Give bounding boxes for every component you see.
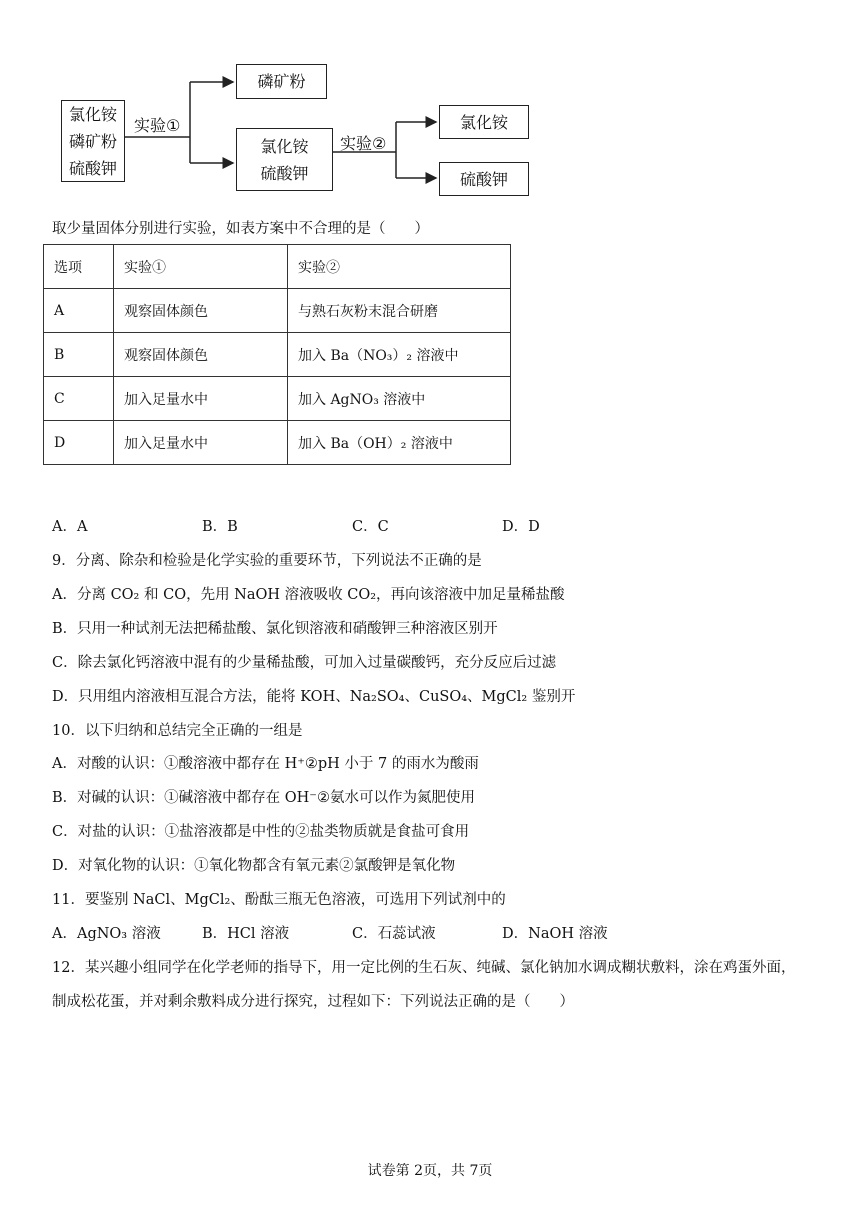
q9-option-a: A．分离 CO₂ 和 CO，先用 NaOH 溶液吸收 CO₂，再向该溶液中加足量稀盐酸: [52, 587, 565, 603]
table-row: [44, 289, 511, 333]
q12-line2: 制成松花蛋，并对剩余敷料成分进行探究，过程如下：下列说法正确的是（ ）: [52, 994, 574, 1010]
q9-option-c: C．除去氯化钙溶液中混有的少量稀盐酸，可加入过量碳酸钙，充分反应后过滤: [52, 655, 557, 671]
header-cell: 选项: [44, 245, 114, 289]
q8-choice-b: B．B: [202, 519, 238, 535]
table-cell: 观察固体颜色: [114, 333, 288, 377]
table-cell: 加入 Ba（NO₃）₂ 溶液中: [288, 333, 511, 377]
q8-choice-d: D．D: [502, 519, 540, 535]
start-item: 氯化铵: [68, 104, 117, 124]
table-cell: 加入足量水中: [114, 377, 288, 421]
exp2-label: 实验②: [340, 134, 387, 153]
result-a-box: 氯化铵: [439, 105, 529, 139]
q11-choice-c: C．石蕊试液: [352, 926, 436, 942]
table-row: [44, 421, 511, 465]
q11-choice-b: B．HCl 溶液: [202, 926, 290, 942]
q9-option-b: B．只用一种试剂无法把稀盐酸、氯化钡溶液和硝酸钾三种溶液区别开: [52, 621, 498, 637]
options-table: [43, 244, 511, 465]
diagram-arrows: [0, 0, 860, 200]
table-cell: 加入足量水中: [114, 421, 288, 465]
table-cell: 加入 AgNO₃ 溶液中: [288, 377, 511, 421]
q11-choice-d: D．NaOH 溶液: [502, 926, 608, 942]
table-row: [44, 333, 511, 377]
q10-option-c: C．对盐的认识：①盐溶液都是中性的②盐类物质就是食盐可食用: [52, 824, 470, 840]
table-cell: 与熟石灰粉末混合研磨: [288, 289, 511, 333]
question8-stem: 取少量固体分别进行实验，如表方案中不合理的是（ ）: [52, 221, 429, 237]
table-cell: B: [44, 333, 114, 377]
exp1-label: 实验①: [134, 116, 181, 135]
q10-option-d: D．对氧化物的认识：①氧化物都含有氧元素②氯酸钾是氧化物: [52, 858, 456, 874]
q9-option-d: D．只用组内溶液相互混合方法，能将 KOH、Na₂SO₄、CuSO₄、MgCl₂ 鉴别开: [52, 689, 576, 705]
q9-stem: 9．分离、除杂和检验是化学实验的重要环节，下列说法不正确的是: [52, 553, 482, 569]
q8-choice-c: C．C: [352, 519, 389, 535]
q10-option-a: A．对酸的认识：①酸溶液中都存在 H⁺②pH 小于 7 的雨水为酸雨: [52, 756, 479, 772]
page-footer: 试卷第 2页，共 7页: [367, 1163, 493, 1179]
header-cell: 实验②: [288, 245, 511, 289]
middle-item: 氯化铵: [260, 136, 309, 156]
q12-line1: 12．某兴趣小组同学在化学老师的指导下，用一定比例的生石灰、纯碱、氯化钠加水调成糊状敷料，涂在鸡蛋外面，: [52, 960, 796, 976]
table-cell: D: [44, 421, 114, 465]
header-cell: 实验①: [114, 245, 288, 289]
start-item: 硫酸钾: [68, 158, 117, 178]
result-b-box: 硫酸钾: [439, 162, 529, 196]
q10-stem: 10．以下归纳和总结完全正确的一组是: [52, 723, 303, 739]
table-cell: A: [44, 289, 114, 333]
middle-item: 硫酸钾: [260, 163, 309, 183]
start-box: [61, 100, 125, 182]
top-result-box: 磷矿粉: [236, 64, 327, 99]
q10-option-b: B．对碱的认识：①碱溶液中都存在 OH⁻②氨水可以作为氮肥使用: [52, 790, 475, 806]
q11-choice-a: A．AgNO₃ 溶液: [52, 926, 161, 942]
table-header-row: [44, 245, 511, 289]
q11-stem: 11．要鉴别 NaCl、MgCl₂、酚酞三瓶无色溶液，可选用下列试剂中的: [52, 892, 506, 908]
middle-box: [236, 128, 333, 191]
q8-choice-a: A．A: [52, 519, 88, 535]
table-cell: 观察固体颜色: [114, 289, 288, 333]
start-item: 磷矿粉: [68, 131, 117, 151]
table-row: [44, 377, 511, 421]
table-cell: C: [44, 377, 114, 421]
table-cell: 加入 Ba（OH）₂ 溶液中: [288, 421, 511, 465]
